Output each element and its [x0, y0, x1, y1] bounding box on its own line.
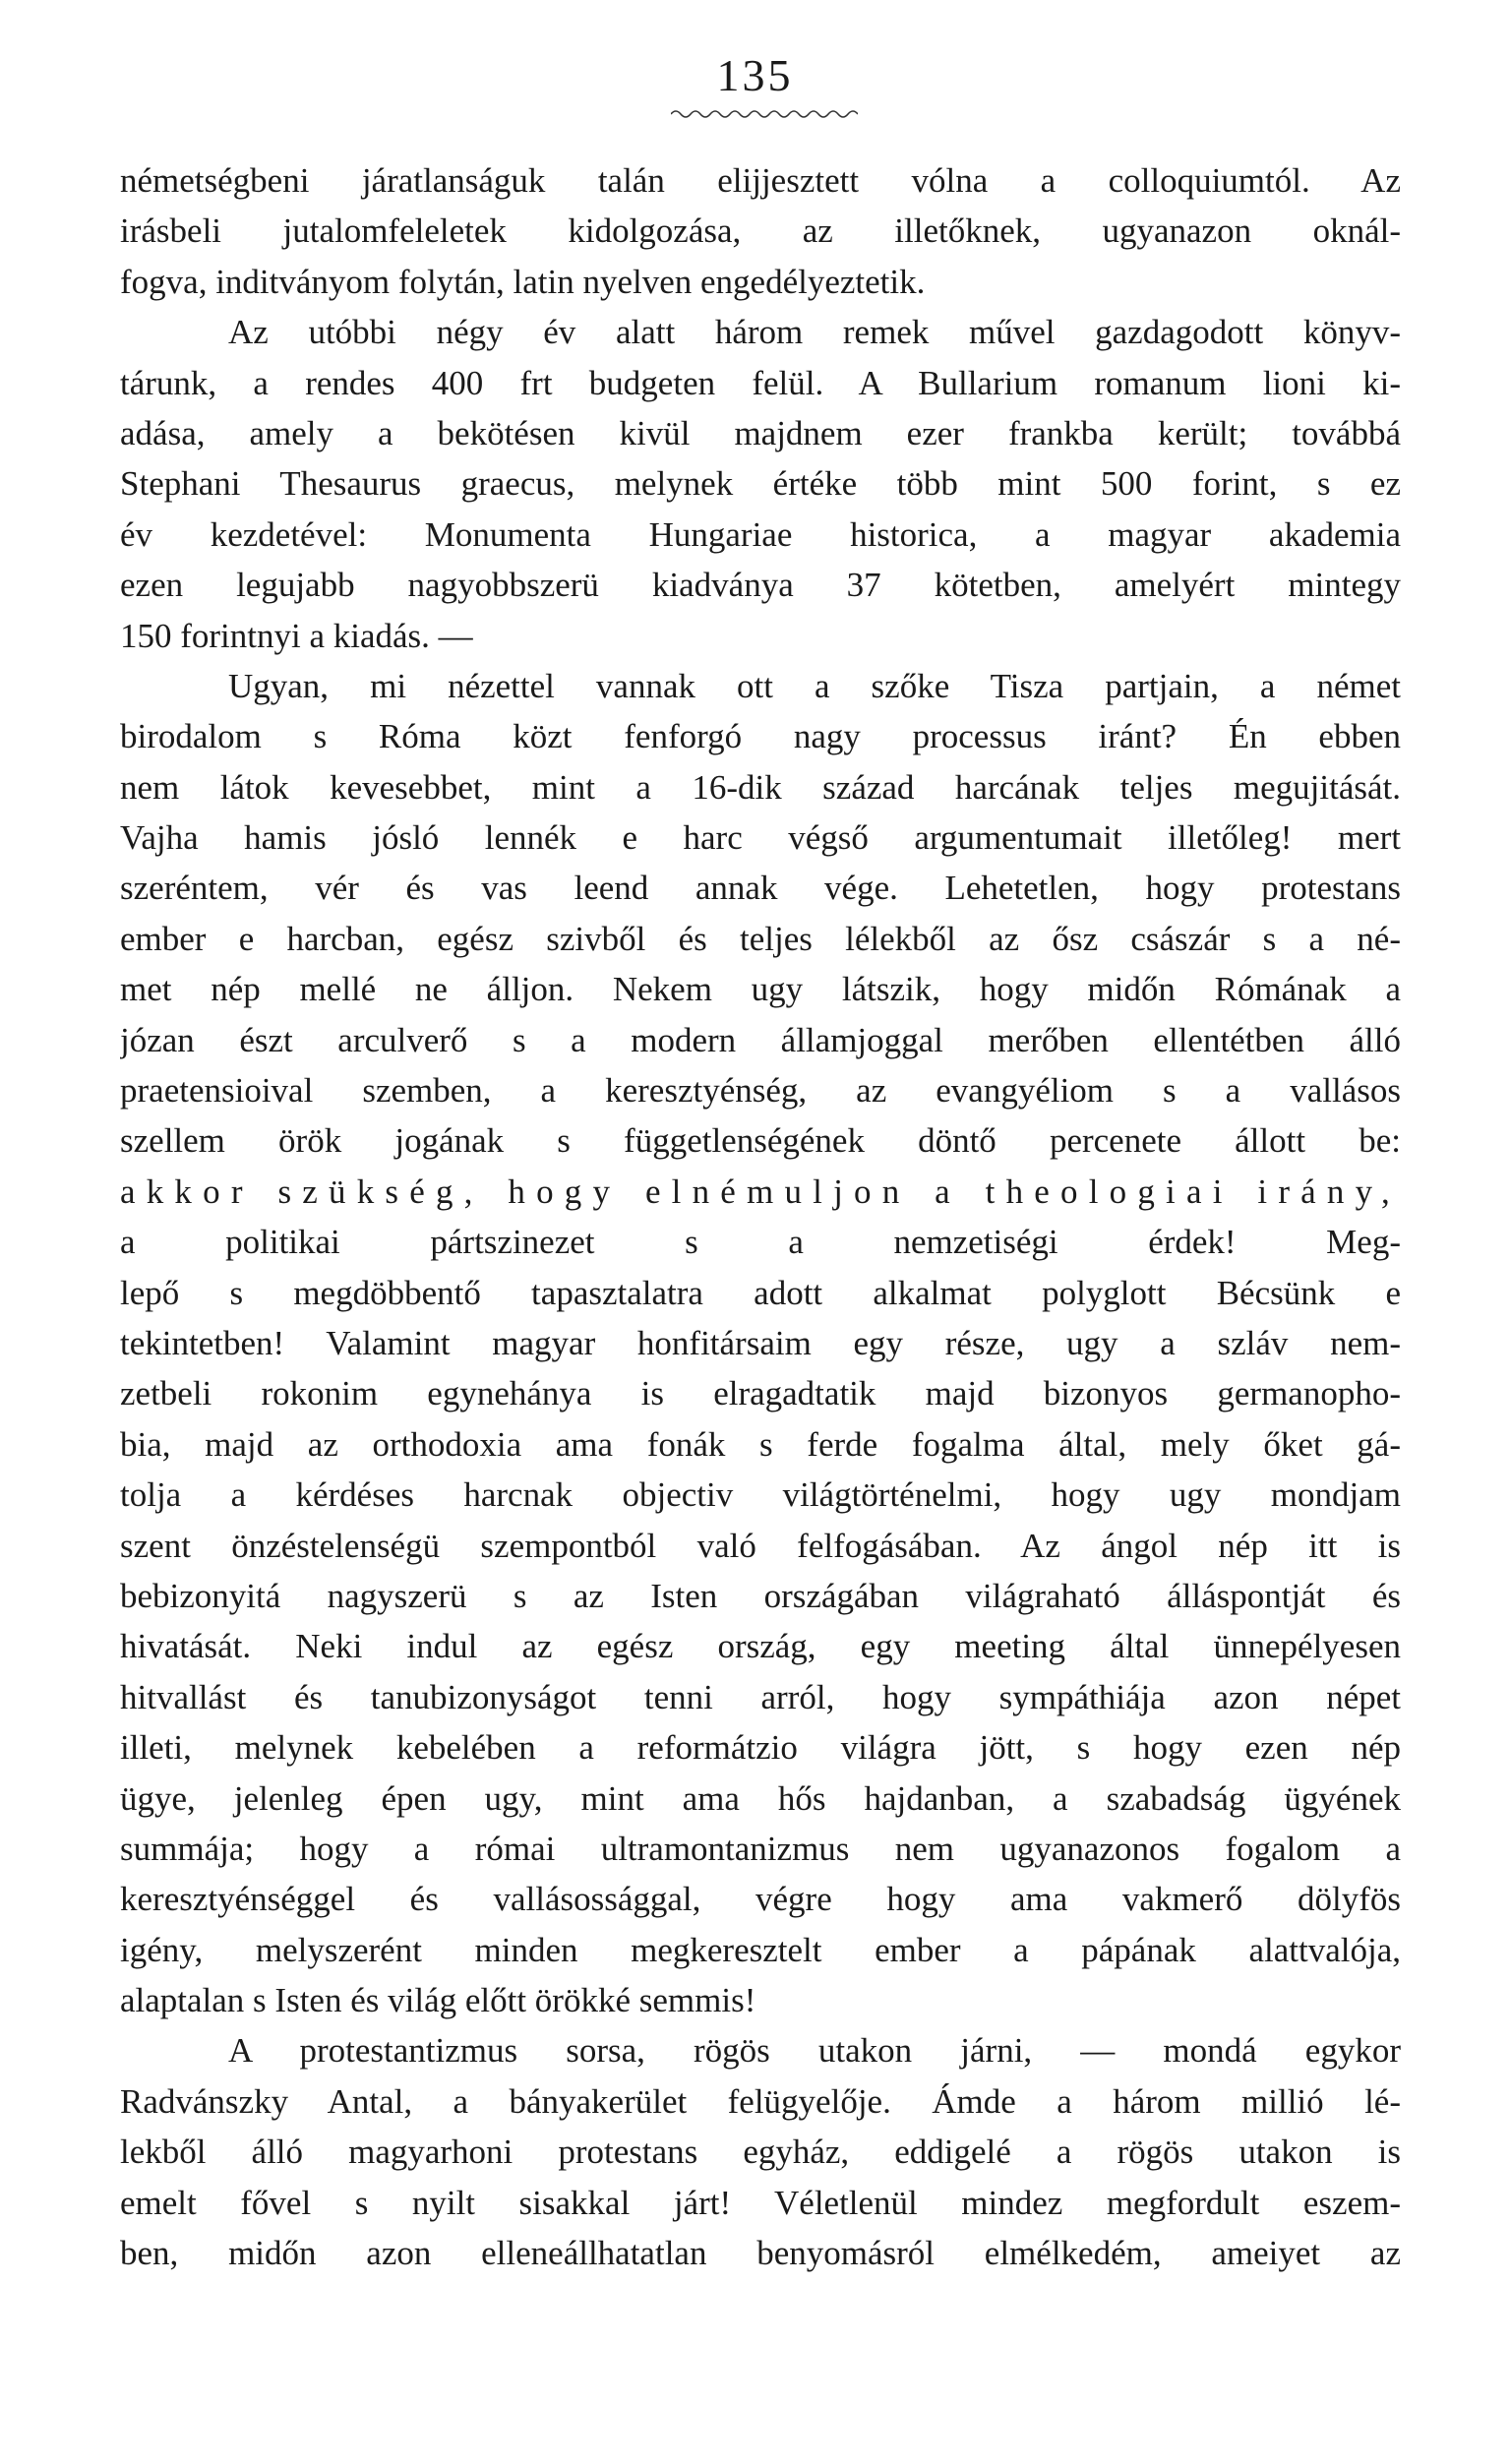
text-line: szent önzéstelenségü szempontból való felfogásában. Az ángol nép itt is: [120, 1526, 1401, 1565]
text-line: nem látok kevesebbet, mint a 16-dik század harcának teljes megujitását.: [120, 767, 1401, 807]
text-line: bia, majd az orthodoxia ama fonák s ferde fogalma által, mely őket gá-: [120, 1424, 1401, 1464]
text-line: emelt fővel s nyilt sisakkal járt! Véletlenül mindez megfordult eszem-: [120, 2183, 1401, 2222]
text-line: Az utóbbi négy év alatt három remek művel gazdagodott könyv-: [228, 313, 1401, 352]
text-line: A protestantizmus sorsa, rögös utakon járni, — mondá egykor: [228, 2031, 1401, 2071]
text-line: zetbeli rokonim egynehánya is elragadtatik majd bizonyos germanopho-: [120, 1374, 1401, 1413]
text-line: Stephani Thesaurus graecus, melynek értéke több mint 500 forint, s ez: [120, 464, 1401, 504]
text-line: ember e harcban, egész szivből és teljes lélekből az ősz császár s a né-: [120, 919, 1401, 958]
text-line: hivatását. Neki indul az egész ország, egy meeting által ünnepélyesen: [120, 1627, 1401, 1666]
text-line: Vajha hamis jósló lennék e harc végső argumentumait illetőleg! mert: [120, 818, 1401, 858]
text-line: lepő s megdöbbentő tapasztalatra adott alkalmat polyglott Bécsünk e: [120, 1273, 1401, 1312]
text-line: met nép mellé ne álljon. Nekem ugy látszik, hogy midőn Rómának a: [120, 970, 1401, 1009]
text-line: illeti, melynek kebelében a reformátzio világra jött, s hogy ezen nép: [120, 1728, 1401, 1768]
text-line: fogva, inditványom folytán, latin nyelven engedélyeztetik.: [120, 262, 926, 301]
wavy-ornament-icon: [671, 106, 858, 122]
text-line: igény, melyszerént minden megkeresztelt ember a pápának alattvalója,: [120, 1930, 1401, 1969]
text-line: Radvánszky Antal, a bányakerület felügyelője. Ámde a három millió lé-: [120, 2081, 1401, 2121]
page-number: 135: [716, 50, 794, 100]
text-line: év kezdetével: Monumenta Hungariae historica, a magyar akademia: [120, 514, 1401, 554]
text-line: lekből álló magyarhoni protestans egyház, eddigelé a rögös utakon is: [120, 2133, 1401, 2172]
text-line: praetensioival szemben, a keresztyénség, az evangyéliom s a vallásos: [120, 1071, 1401, 1111]
text-line: tárunk, a rendes 400 frt budgeten felül. A Bullarium romanum lioni ki-: [120, 363, 1401, 402]
text-line: ben, midőn azon elleneállhatatlan benyomásról elmélkedém, ameiyet az: [120, 2234, 1401, 2273]
text-line: 150 forintnyi a kiadás. —: [120, 616, 473, 655]
text-line: keresztyénséggel és vallásossággal, végre hogy ama vakmerő dölyfös: [120, 1880, 1401, 1919]
text-line: irásbeli jutalomfeleletek kidolgozása, az illetőknek, ugyanazon oknál-: [120, 211, 1401, 251]
text-line: adása, amely a bekötésen kivül majdnem ezer frankba került; továbbá: [120, 413, 1401, 452]
text-line: ügye, jelenleg épen ugy, mint ama hős hajdanban, a szabadság ügyének: [120, 1778, 1401, 1818]
body-text: [120, 155, 1401, 2278]
text-line: alaptalan s Isten és világ előtt örökké semmis!: [120, 1981, 756, 2020]
text-line: akkor szükség, hogy elnémuljon a theologiai irány,: [120, 1172, 1401, 1211]
text-line: hitvallást és tanubizonyságot tenni arról, hogy sympáthiája azon népet: [120, 1677, 1401, 1716]
text-line: tolja a kérdéses harcnak objectiv világtörténelmi, hogy ugy mondjam: [120, 1475, 1401, 1515]
text-line: szeréntem, vér és vas leend annak vége. Lehetetlen, hogy protestans: [120, 869, 1401, 908]
text-line: németségbeni járatlanságuk talán elijjesztett vólna a colloquiumtól. Az: [120, 161, 1401, 200]
text-line: Ugyan, mi nézettel vannak ott a szőke Tisza partjain, a német: [228, 666, 1401, 705]
text-line: ezen legujabb nagyobbszerü kiadványa 37 kötetben, amelyért mintegy: [120, 566, 1401, 605]
text-line: józan észt arculverő s a modern államjoggal merőben ellentétben álló: [120, 1020, 1401, 1059]
text-line: summája; hogy a római ultramontanizmus nem ugyanazonos fogalom a: [120, 1829, 1401, 1868]
text-line: birodalom s Róma közt fenforgó nagy processus iránt? Én ebben: [120, 717, 1401, 756]
text-line: tekintetben! Valamint magyar honfitársaim egy része, ugy a szláv nem-: [120, 1323, 1401, 1362]
text-line: a politikai pártszinezet s a nemzetiségi érdek! Meg-: [120, 1223, 1401, 1262]
text-line: bebizonyitá nagyszerü s az Isten országában világraható álláspontját és: [120, 1576, 1401, 1615]
text-line: szellem örök jogának s függetlenségének döntő percenete állott be:: [120, 1121, 1401, 1161]
